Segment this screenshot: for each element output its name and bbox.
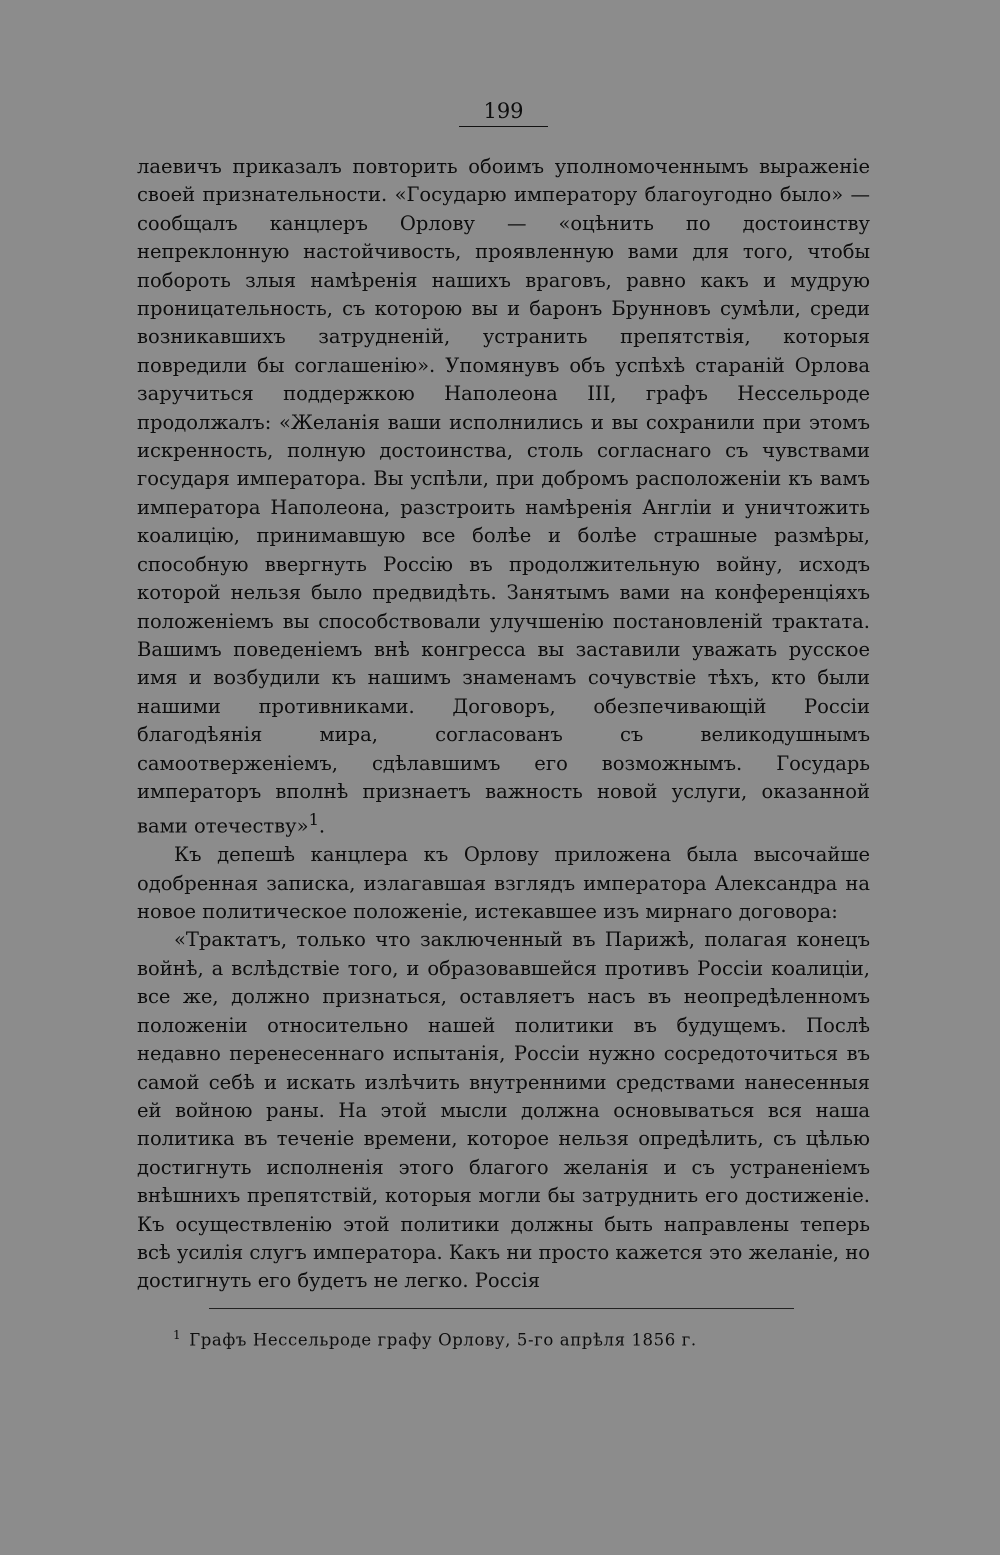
paragraph-3: «Трактатъ, только что заключенный въ Парижѣ, полагая конецъ войнѣ, а вслѣдствіе того, и образовавшейся противъ Россіи коалиціи, все же, должно признаться, оставляетъ насъ въ неопредѣленномъ положеніи относительно нашей политики въ будущемъ. Послѣ недавно перенесеннаго испытанія, Россіи нужно сосредоточиться въ самой себѣ и искать излѣчить внутренними средствами нанесенныя ей войною раны. На этой мысли должна основываться вся наша политика въ теченіе времени, которое нельзя опредѣлить, съ цѣлью достигнуть исполненія этого благого желанія и съ устраненіемъ внѣшнихъ препятствій, которыя могли бы затруднить его достиженіе. Къ осуществленію этой политики должны быть направлены теперь всѣ усилія слугъ императора. Какъ ни просто кажется это желаніе, но достигнуть его будетъ не легко. Россія	[137, 928, 870, 1293]
page-number	[137, 98, 870, 127]
footnote-divider	[209, 1308, 794, 1309]
page-number-text: 199	[459, 98, 547, 127]
paragraph-1-text: лаевичъ приказалъ повторить обоимъ уполномоченнымъ выраженіе своей признательности. «Государю императору благоугодно было» — сообщалъ канцлеръ Орлову — «оцѣнить по достоинству непреклонную настойчивость, проявленную вами для того, чтобы побороть злыя намѣренія нашихъ враговъ, равно какъ и мудрую проницательность, съ которою вы и баронъ Брунновъ сумѣли, среди возникавшихъ затрудненій, устранить препятствія, которыя повредили бы соглашенію». Упомянувъ объ успѣхѣ стараній Орлова заручиться поддержкою Наполеона III, графъ Нессельроде продолжалъ: «Желанія ваши исполнились и вы сохранили при этомъ искренность, полную достоинства, столь согласнаго съ чувствами государя императора. Вы успѣли, при добромъ расположеніи къ вамъ императора Наполеона, разстроить намѣренія Англіи и уничтожить коалицію, принимавшую все болѣе и болѣе страшные размѣры, способную ввергнуть Россію въ продолжительную войну, исходъ которой нельзя было предвидѣть. Занятымъ вами на конференціяхъ положеніемъ вы способствовали улучшенію постановленій трактата. Вашимъ поведеніемъ внѣ конгресса вы заставили уважать русское имя и возбудили къ нашимъ знаменамъ сочувствіе тѣхъ, кто были нашими противниками. Договоръ, обезпечивающій Россіи благодѣянія мира, согласованъ съ великодушнымъ самоотверженіемъ, сдѣлавшимъ его возможнымъ. Государь императоръ вполнѣ признаетъ важность новой услуги, оказанной вами отечеству»	[137, 155, 870, 838]
book-page	[137, 98, 870, 1352]
footnote-reference: 1	[308, 810, 319, 830]
paragraph-1-end-punctuation: .	[318, 814, 326, 838]
footnote-marker: 1	[173, 1327, 182, 1342]
footnote	[173, 1323, 870, 1353]
body-text	[137, 153, 870, 1296]
footnote-text: Графъ Нессельроде графу Орлову, 5-го апрѣля 1856 г.	[189, 1330, 697, 1350]
paragraph-1	[137, 153, 870, 841]
paragraph-2: Къ депешѣ канцлера къ Орлову приложена была высочайше одобренная записка, излагавшая взглядъ императора Александра на новое политическое положеніе, истекавшее изъ мирнаго договора:	[137, 843, 870, 924]
